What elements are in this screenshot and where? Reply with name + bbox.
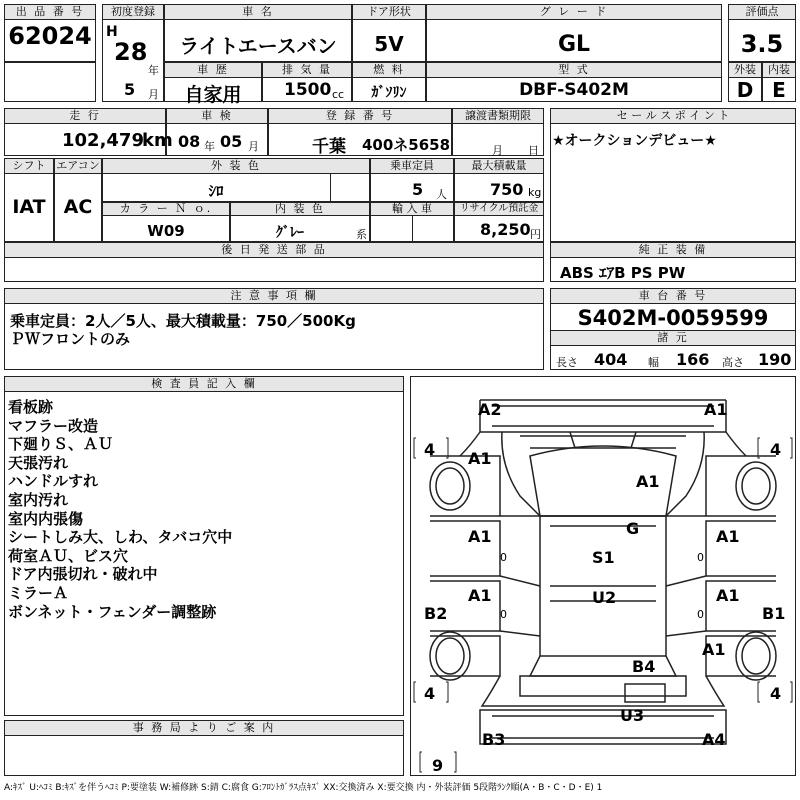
- registration-number: 400ネ5658: [362, 136, 451, 154]
- shift-label: シフト: [4, 158, 54, 174]
- zero-mark: 0: [697, 551, 704, 564]
- mark-a1-front-right: A1: [704, 400, 728, 419]
- fuel: ｶﾞｿﾘﾝ: [371, 85, 407, 101]
- color-no-label: カ ラ ー Ｎ ｏ.: [102, 202, 230, 216]
- model-label: 型 式: [426, 62, 722, 78]
- remark-line: ミラーＡ: [8, 583, 69, 602]
- mark-a1-door-right: A1: [716, 586, 740, 605]
- inspector-label: 検 査 員 記 入 欄: [4, 376, 404, 392]
- capacity-label: 乗車定員: [370, 158, 454, 174]
- length-label: 長さ: [556, 356, 578, 369]
- chassis-number: S402M-0059599: [577, 306, 769, 330]
- mark-b3: B3: [482, 730, 506, 749]
- door-label: ドア形状: [352, 4, 426, 20]
- registration-area: 千葉: [312, 137, 346, 157]
- first-reg-label: 初度登録: [102, 4, 164, 20]
- sales-point-cell: [550, 108, 796, 242]
- shift: IAT: [12, 196, 46, 218]
- first-reg-month-unit: 月: [148, 88, 159, 101]
- remark-line: 天張汚れ: [8, 453, 69, 472]
- remark-line: ドア内張切れ・破れ中: [8, 565, 158, 584]
- inspection-label: 車 検: [166, 108, 268, 124]
- int-grade: E: [772, 78, 786, 102]
- max-load: 750: [490, 180, 524, 199]
- import-divider: [412, 216, 413, 242]
- mark-u2: U2: [592, 588, 617, 607]
- color-no: W09: [147, 222, 185, 240]
- chassis-label: 車 台 番 号: [550, 288, 796, 304]
- equipment: ABS ｴｱB PS PW: [560, 264, 686, 282]
- displacement: 1500: [284, 80, 332, 100]
- first-reg-year-unit: 年: [148, 64, 159, 77]
- int-grade-label: 内装: [762, 62, 796, 78]
- mark-s1: S1: [592, 548, 615, 567]
- transfer-label: 譲渡書類期限: [452, 108, 544, 124]
- remark-line: ハンドルすれ: [8, 472, 99, 491]
- tire-front-left: 4: [424, 440, 436, 459]
- first-reg-era: H: [106, 24, 118, 40]
- car-name: ライトエースバン: [179, 34, 337, 58]
- max-load-label: 最大積載量: [454, 158, 544, 174]
- remark-line: 室内汚れ: [8, 490, 69, 509]
- specs-label: 諸 元: [550, 330, 796, 346]
- max-load-unit: kg: [528, 186, 542, 199]
- inspection-year-unit: 年: [204, 140, 215, 153]
- displacement-unit: cc: [332, 88, 345, 101]
- mark-a1-hood: A1: [468, 449, 492, 468]
- mark-a1-rear-right: A1: [702, 640, 726, 659]
- interior-color-unit: 系: [356, 228, 367, 241]
- tire-spare: 9: [432, 756, 444, 775]
- lot-label: 出 品 番 号: [4, 4, 96, 20]
- car-diagram: [410, 376, 796, 776]
- sales-point: ★オークションデビュー★: [552, 133, 717, 149]
- history: 自家用: [184, 84, 242, 106]
- aircon: AC: [63, 196, 93, 218]
- registration-label: 登 録 番 号: [268, 108, 452, 124]
- notes-line-1: 乗車定員：2人／5人、最大積載量：750／500Kg: [10, 312, 356, 330]
- inspection-year: 08: [178, 132, 201, 151]
- mark-a2: A2: [478, 400, 502, 419]
- mark-u3: U3: [620, 706, 645, 725]
- color-divider: [330, 174, 331, 202]
- interior-color: ｸﾞﾚｰ: [276, 225, 304, 241]
- fuel-label: 燃 料: [352, 62, 426, 78]
- mark-a1-fender-right: A1: [716, 527, 740, 546]
- length: 404: [594, 350, 628, 369]
- door-type: 5V: [374, 32, 404, 56]
- inspection-month-unit: 月: [248, 140, 259, 153]
- score-label: 評価点: [728, 4, 796, 20]
- mileage: 102,479: [62, 130, 144, 151]
- recycle-label: リサイクル預託金: [454, 202, 544, 216]
- grade: GL: [557, 32, 591, 57]
- later-parts-label: 後 日 発 送 部 品: [4, 242, 544, 258]
- interior-color-label: 内 装 色: [230, 202, 370, 216]
- grade-label: グ レ ー ド: [426, 4, 722, 20]
- transfer-month-unit: 月: [492, 144, 503, 157]
- height-label: 高さ: [722, 356, 744, 369]
- aircon-label: エアコン: [54, 158, 102, 174]
- capacity-unit: 人: [436, 188, 447, 201]
- mark-a4: A4: [702, 730, 726, 749]
- remark-line: 下廻りＳ、ＡＵ: [8, 435, 114, 454]
- remark-line: 看板跡: [8, 398, 54, 416]
- sales-point-label: セ ー ル ス ポ イ ン ト: [550, 108, 796, 124]
- first-reg-month: 5: [124, 80, 136, 99]
- tire-front-right: 4: [770, 440, 782, 459]
- remark-line: ボンネット・フェンダー調整跡: [8, 602, 217, 621]
- zero-mark: 0: [500, 608, 507, 621]
- tire-rear-right: 4: [770, 684, 782, 703]
- import-label: 輸 入 車: [370, 202, 454, 216]
- color-label: 外 装 色: [102, 158, 370, 174]
- mileage-label: 走 行: [4, 108, 166, 124]
- model: DBF-S402M: [519, 80, 629, 100]
- tire-rear-left: 4: [424, 684, 436, 703]
- history-label: 車 歴: [164, 62, 262, 78]
- mark-b1: B1: [762, 604, 786, 623]
- remark-line: マフラー改造: [8, 416, 99, 435]
- mileage-unit: km: [142, 130, 173, 151]
- car-name-label: 車 名: [164, 4, 352, 20]
- inspection-month: 05: [220, 132, 243, 151]
- score: 3.5: [740, 30, 784, 58]
- displacement-label: 排 気 量: [262, 62, 352, 78]
- notes-line-2: ＰＷフロントのみ: [10, 330, 131, 348]
- zero-mark: 0: [500, 551, 507, 564]
- office-label: 事 務 局 よ り ご 案 内: [4, 720, 404, 736]
- remark-line: 荷室ＡＵ、ビス穴: [8, 546, 129, 565]
- recycle-unit: 円: [530, 228, 541, 241]
- ext-grade-label: 外装: [728, 62, 762, 78]
- mark-a1-fender-left: A1: [468, 527, 492, 546]
- notes-label: 注 意 事 項 欄: [4, 288, 544, 304]
- width: 166: [676, 350, 710, 369]
- lot-lower-cell: [4, 62, 96, 102]
- width-label: 幅: [648, 356, 659, 369]
- lot-number: 62024: [8, 22, 92, 50]
- inspector-remarks: [8, 398, 232, 621]
- recycle: 8,250: [480, 220, 531, 239]
- mark-a1-door-left: A1: [468, 586, 492, 605]
- mark-a1-windshield: A1: [636, 472, 660, 491]
- color: ｼﾛ: [208, 182, 224, 200]
- remark-line: シートしみ大、しわ、タバコ穴中: [8, 528, 233, 547]
- legend: A:ｷｽﾞ U:ﾍｺﾐ B:ｷｽﾞを伴うﾍｺﾐ P:要塗装 W:補修跡 S:錆 C:腐食 G:ﾌﾛﾝﾄｶﾞﾗｽ点ｷｽﾞ XX:交換済み X:要交換 内・外装評価 5段階ﾗﾝｸ順(A・B・C・D・E) 1: [4, 783, 603, 793]
- equipment-label: 純 正 装 備: [550, 242, 796, 258]
- capacity: 5: [412, 180, 424, 199]
- ext-grade: D: [736, 78, 754, 102]
- mark-b2: B2: [424, 604, 448, 623]
- transfer-day-unit: 日: [528, 144, 539, 157]
- zero-mark: 0: [697, 608, 704, 621]
- mark-b4: B4: [632, 657, 656, 676]
- mark-g: G: [626, 519, 640, 538]
- first-reg-year: 28: [114, 38, 148, 66]
- height: 190: [758, 350, 792, 369]
- remark-line: 室内内張傷: [8, 509, 84, 528]
